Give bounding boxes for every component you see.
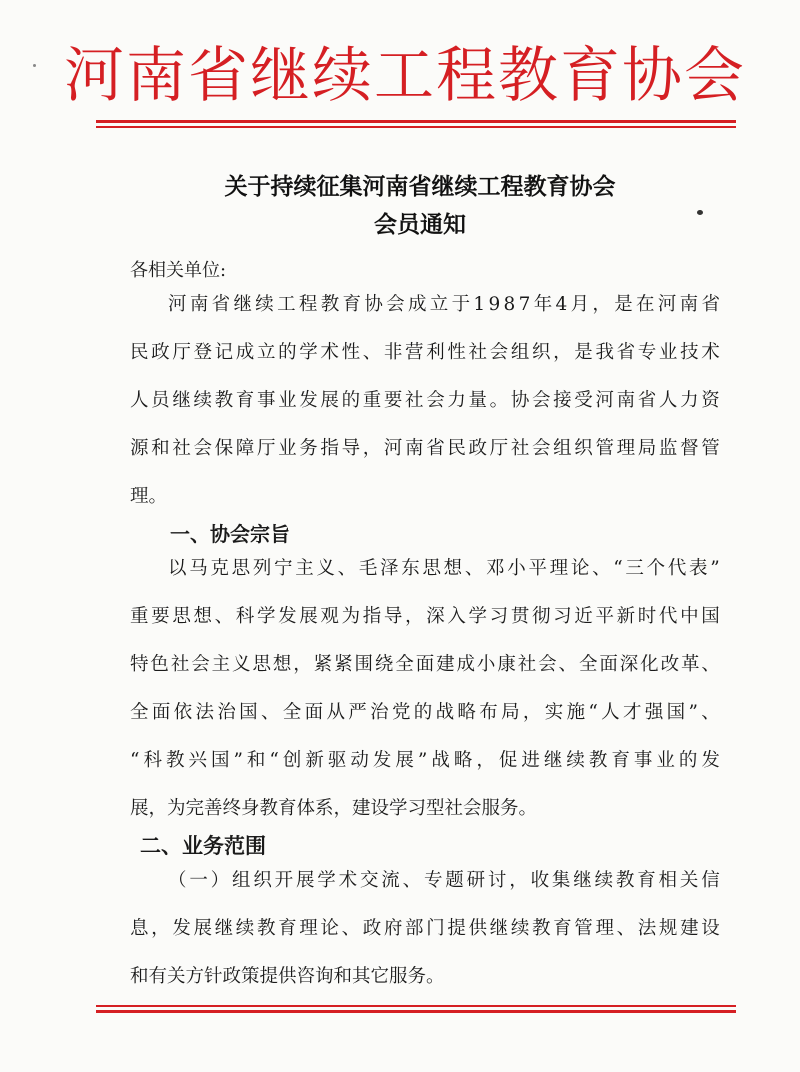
scan-speck	[33, 64, 36, 67]
header-rule-thin	[96, 126, 736, 128]
footer-rule-thick	[96, 1010, 736, 1013]
scan-speck	[697, 210, 703, 215]
section1-line: 特 色 社 会 主 义 思 想 ， 紧 紧 围 绕 全 面 建 成 小 康 社 会 、 全 面 深 化 改 革 、	[130, 654, 720, 675]
section1-line: 展，为完善终身教育体系，建设学习型社会服务。	[130, 798, 538, 819]
intro-line: 源 和 社 会 保 障 厅 业 务 指 导 ， 河 南 省 民 政 厅 社 会 组 织 管 理 局 监 督 管	[130, 438, 720, 459]
section1-line: 全 面 依 法 治 国 、 全 面 从 严 治 党 的 战 略 布 局 ， 实 施 “ 人 才 强 国 ” 、	[130, 702, 720, 723]
section2-heading: 二、业务范围	[140, 834, 266, 858]
section2-line: 和有关方针政策提供咨询和其它服务。	[130, 966, 445, 987]
intro-line: 民 政 厅 登 记 成 立 的 学 术 性 、 非 营 利 性 社 会 组 织 ， 是 我 省 专 业 技 术	[130, 342, 720, 363]
section1-line: 以 马 克 思 列 宁 主 义 、 毛 泽 东 思 想 、 邓 小 平 理 论 、 “ 三 个 代 表 ”	[168, 558, 720, 579]
intro-line: 人 员 继 续 教 育 事 业 发 展 的 重 要 社 会 力 量 。 协 会 接 受 河 南 省 人 力 资	[130, 390, 720, 411]
section2-line: （ 一 ） 组 织 开 展 学 术 交 流 、 专 题 研 讨 ， 收 集 继 续 教 育 相 关 信	[168, 870, 720, 891]
intro-line: 理。	[130, 486, 168, 507]
notice-title-line2: 会员通知	[374, 212, 466, 238]
section1-heading: 一、协会宗旨	[170, 522, 290, 546]
section1-line: “ 科 教 兴 国 ” 和 “ 创 新 驱 动 发 展 ” 战 略 ， 促 进 继 续 教 育 事 业 的 发	[130, 750, 720, 771]
notice-title-line1: 关于持续征集河南省继续工程教育协会	[224, 174, 616, 200]
salutation: 各相关单位:	[130, 260, 227, 281]
footer-rule-thin	[96, 1005, 736, 1007]
intro-line: 河 南 省 继 续 工 程 教 育 协 会 成 立 于 1 9 8 7 年 4 月 ， 是 在 河 南 省	[168, 294, 720, 315]
section2-line: 息 ， 发 展 继 续 教 育 理 论 、 政 府 部 门 提 供 继 续 教 育 管 理 、 法 规 建 设	[130, 918, 720, 939]
header-rule-thick	[96, 120, 736, 123]
letterhead-org-name: 河南省继续工程教育协会	[64, 41, 746, 111]
section1-line: 重 要 思 想 、 科 学 发 展 观 为 指 导 ， 深 入 学 习 贯 彻 习 近 平 新 时 代 中 国	[130, 606, 720, 627]
